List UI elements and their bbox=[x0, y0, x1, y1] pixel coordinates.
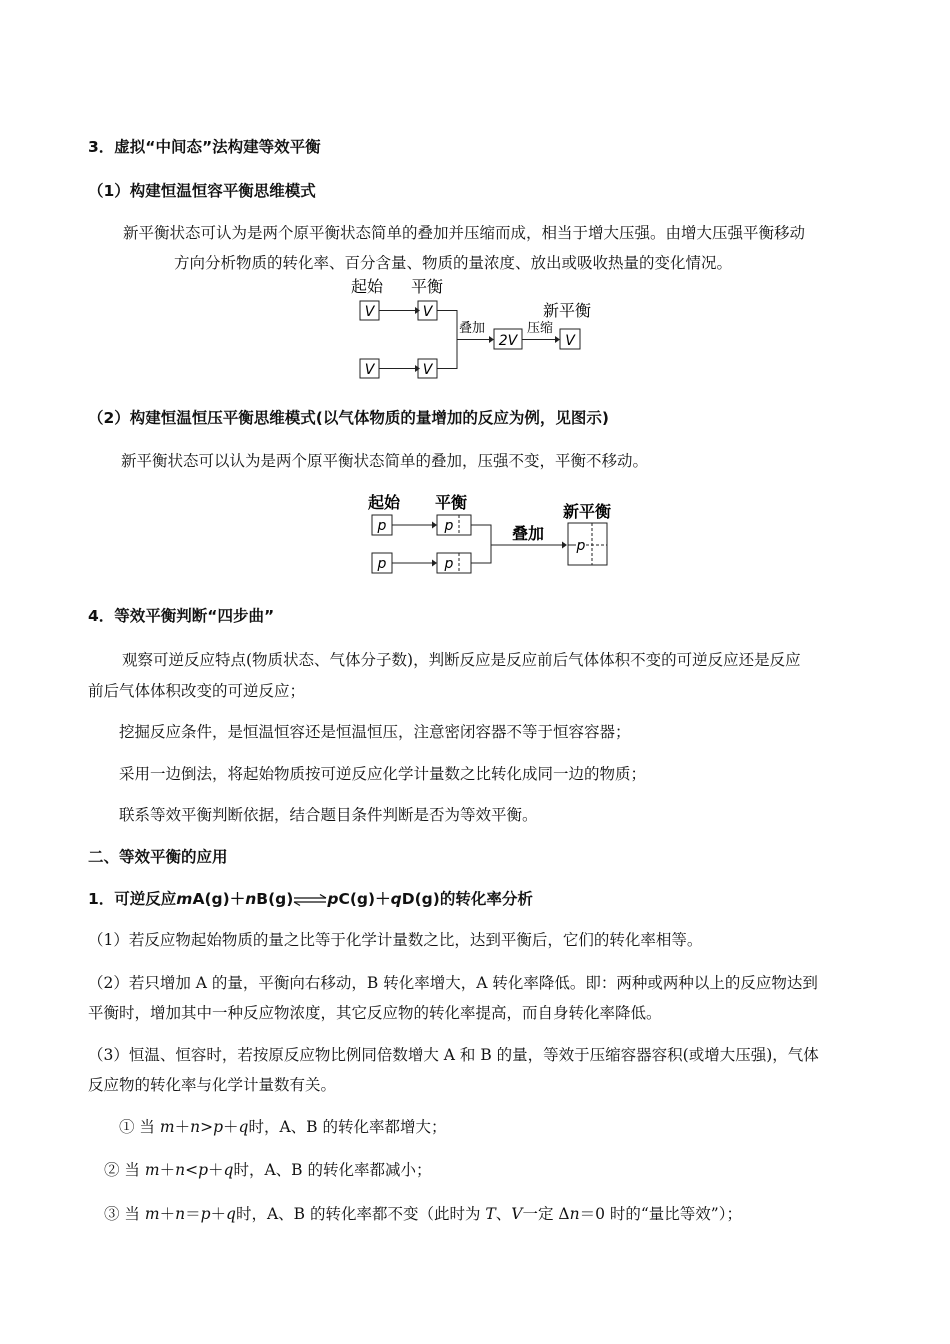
paragraph-line: 观察可逆反应特点(物质状态、气体分子数)，判断反应是反应前后气体体积不变的可逆反应还是反应 bbox=[122, 651, 801, 669]
list-item-line: （2）若只增加 A 的量，平衡向右移动，B 转化率增大，A 转化率降低。即：两种或两种以上的反应物达到 bbox=[88, 974, 818, 992]
box-label: p bbox=[377, 518, 387, 534]
label-equilibrium: 平衡 bbox=[411, 277, 444, 296]
paragraph-line: 前后气体体积改变的可逆反应； bbox=[88, 682, 306, 700]
paragraph: 联系等效平衡判断依据，结合题目条件判断是否为等效平衡。 bbox=[119, 806, 538, 824]
box-label: p bbox=[444, 518, 454, 534]
list-item: （1）若反应物起始物质的量之比等于化学计量数之比，达到平衡后，它们的转化率相等。 bbox=[88, 931, 703, 949]
section-4-heading: 4．等效平衡判断“四步曲” bbox=[88, 607, 275, 625]
paragraph: 新平衡状态可以认为是两个原平衡状态简单的叠加，压强不变，平衡不移动。 bbox=[121, 452, 649, 470]
label-new-equilibrium: 新平衡 bbox=[543, 301, 592, 320]
part-2-heading: 二、等效平衡的应用 bbox=[88, 848, 228, 866]
subsection-2-heading: （2）构建恒温恒压平衡思维模式(以气体物质的量增加的反应为例，见图示) bbox=[88, 409, 609, 427]
label-new-equilibrium: 新平衡 bbox=[563, 502, 612, 521]
paragraph: 挖掘反应条件，是恒温恒容还是恒温恒压，注意密闭容器不等于恒容容器； bbox=[119, 723, 631, 741]
condition-item: ② 当 m＋n<p＋q时，A、B 的转化率都减小； bbox=[104, 1161, 432, 1179]
box-label: 2V bbox=[498, 333, 518, 349]
box-label: p bbox=[576, 538, 586, 554]
condition-item: ③ 当 m＋n＝p＋q时，A、B 的转化率都不变（此时为 T、V一定 Δn＝0 时的“量比等效”）； bbox=[104, 1205, 742, 1223]
box-label: V bbox=[422, 362, 433, 378]
box-label: V bbox=[422, 304, 433, 320]
label-equilibrium: 平衡 bbox=[435, 493, 468, 512]
paragraph-line: 新平衡状态可认为是两个原平衡状态简单的叠加并压缩而成，相当于增大压强。由增大压强平衡移动 bbox=[123, 224, 806, 242]
label-start: 起始 bbox=[351, 277, 384, 296]
section-3-heading: 3．虚拟“中间态”法构建等效平衡 bbox=[88, 138, 321, 156]
box-label: p bbox=[377, 556, 387, 572]
box-eq-bottom bbox=[437, 553, 471, 573]
reversible-arrow-icon bbox=[293, 894, 327, 906]
constant-pressure-diagram bbox=[360, 488, 625, 580]
box-new bbox=[568, 523, 607, 565]
list-item-line: 反应物的转化率与化学计量数有关。 bbox=[88, 1076, 337, 1094]
constant-volume-diagram bbox=[345, 274, 615, 386]
arrow-head bbox=[555, 336, 560, 343]
paragraph-line: 方向分析物质的转化率、百分含量、物质的量浓度、放出或吸收热量的变化情况。 bbox=[174, 254, 733, 272]
subsection-1-heading: （1）构建恒温恒容平衡思维模式 bbox=[88, 182, 316, 200]
arrow-head bbox=[489, 336, 494, 343]
list-item-line: （3）恒温、恒容时，若按原反应物比例同倍数增大 A 和 B 的量，等效于压缩容器容积(或增大压强)，气体 bbox=[88, 1046, 819, 1064]
box-label: V bbox=[565, 333, 575, 349]
label-add: 叠加 bbox=[512, 524, 545, 543]
box-label: p bbox=[444, 556, 454, 572]
label-add: 叠加 bbox=[459, 321, 486, 336]
part-2-sub-1-heading: 1．可逆反应mA(g)＋nB(g) pC(g)＋qD(g)的转化率分析 bbox=[88, 890, 533, 908]
list-item-line: 平衡时，增加其中一种反应物浓度，其它反应物的转化率提高，而自身转化率降低。 bbox=[88, 1004, 662, 1022]
paragraph: 采用一边倒法，将起始物质按可逆反应化学计量数之比转化成同一边的物质； bbox=[119, 765, 647, 783]
box-label: V bbox=[364, 304, 375, 320]
merge-bracket bbox=[471, 525, 491, 563]
box-eq-top bbox=[437, 515, 471, 535]
condition-item: ① 当 m＋n>p＋q时，A、B 的转化率都增大； bbox=[119, 1118, 447, 1136]
label-compress: 压缩 bbox=[527, 321, 554, 336]
box-label: V bbox=[364, 362, 375, 378]
merge-bracket bbox=[437, 311, 457, 369]
label-start: 起始 bbox=[368, 493, 401, 512]
